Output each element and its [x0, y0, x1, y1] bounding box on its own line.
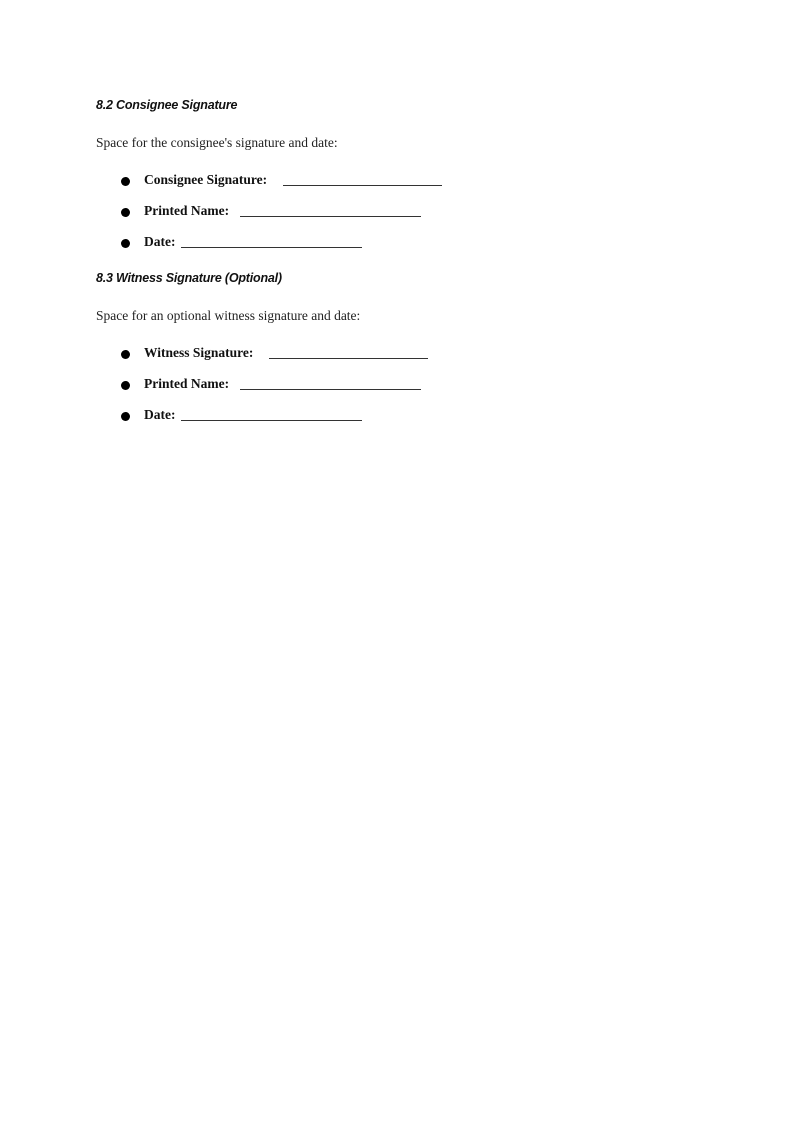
list-item-consignee-signature	[0, 172, 600, 190]
field-label-consignee-printed-name: Printed Name:	[144, 203, 230, 218]
section-intro-consignee: Space for the consignee's signature and date:	[96, 135, 338, 150]
list-item-consignee-date	[0, 234, 600, 252]
bullet-icon	[121, 208, 130, 217]
field-label-witness-signature: Witness Signature:	[144, 345, 254, 360]
section-intro-witness: Space for an optional witness signature and date:	[96, 308, 361, 323]
list-item-witness-date	[0, 407, 600, 425]
consignee-date-line[interactable]	[181, 247, 362, 248]
field-label-consignee-date: Date:	[144, 234, 176, 249]
witness-date-line[interactable]	[181, 420, 362, 421]
bullet-icon	[121, 381, 130, 390]
witness-printed-name-line[interactable]	[240, 389, 421, 390]
consignee-signature-line[interactable]	[283, 185, 442, 186]
list-item-consignee-printed-name	[0, 203, 600, 221]
bullet-icon	[121, 177, 130, 186]
consignee-printed-name-line[interactable]	[240, 216, 421, 217]
section-heading-witness-signature: 8.3 Witness Signature (Optional)	[96, 271, 282, 285]
field-label-consignee-signature: Consignee Signature:	[144, 172, 268, 187]
list-item-witness-signature	[0, 345, 600, 363]
field-label-witness-date: Date:	[144, 407, 176, 422]
bullet-icon	[121, 350, 130, 359]
list-item-witness-printed-name	[0, 376, 600, 394]
section-heading-consignee-signature: 8.2 Consignee Signature	[96, 98, 238, 112]
witness-signature-line[interactable]	[269, 358, 428, 359]
field-label-witness-printed-name: Printed Name:	[144, 376, 230, 391]
bullet-icon	[121, 412, 130, 421]
bullet-icon	[121, 239, 130, 248]
